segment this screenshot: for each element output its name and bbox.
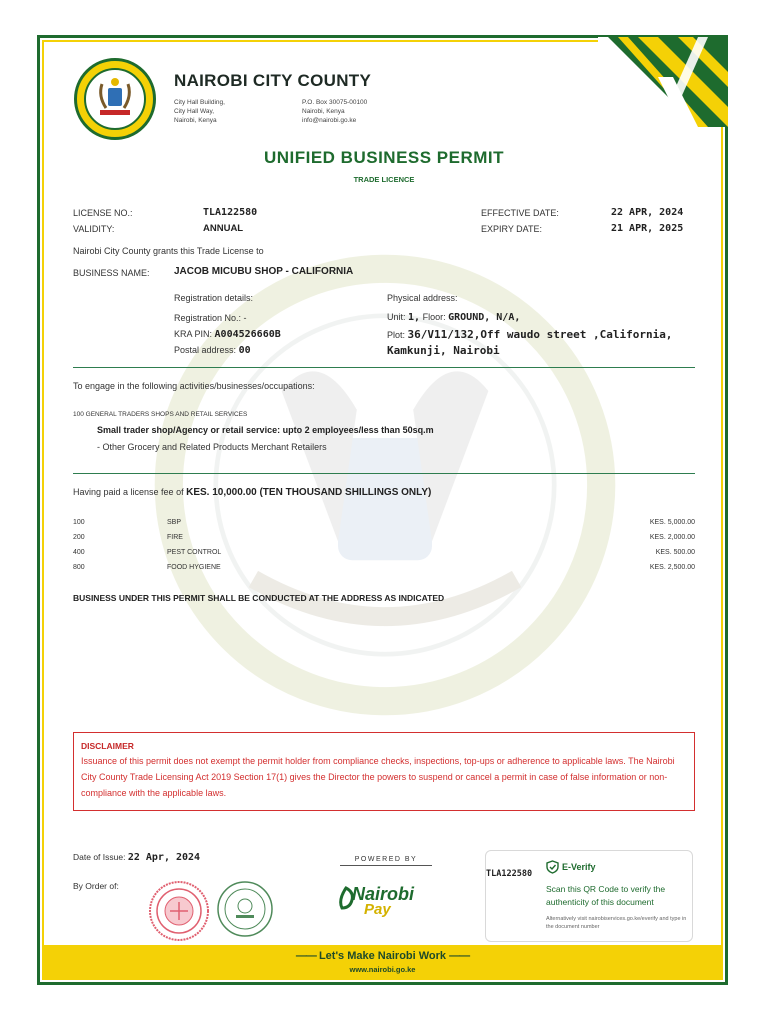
activity-item: Small trader shop/Agency or retail service: upto 2 employees/less than 50sq.m [97,425,434,435]
activity-category: 100 GENERAL TRADERS SHOPS AND RETAIL SERVICES [73,411,248,418]
nairobi-pay-logo: Nairobi Pay [334,882,424,922]
business-name: JACOB MICUBU SHOP - CALIFORNIA [174,266,354,277]
disclaimer-body: Issuance of this permit does not exempt the permit holder from compliance checks, inspections, top-ups or adherence to applicable laws. The Nairobi City County Trade Licensing Act 2019 Section 17(1) gives the Director the powers to suspend or cancel a permit in case of false information or non-compliance with the applicable laws. [81,756,675,798]
address-left: City Hall Building, City Hall Way, Nairobi, Kenya [174,99,225,124]
fee-line: Having paid a license fee of KES. 10,000.00 (TEN THOUSAND SHILLINGS ONLY) [73,487,432,498]
postal-address: Postal address: 00 [174,345,251,356]
effective-date-label: EFFECTIVE DATE: [481,208,559,218]
activity-sub-item: - Other Grocery and Related Products Merchant Retailers [97,442,327,452]
validity: ANNUAL [203,223,244,234]
corner-decoration [598,37,728,127]
license-no-label: LICENSE NO.: [73,208,133,218]
county-logo [74,58,156,140]
registration-no: Registration No.: - [174,313,247,323]
by-order-label: By Order of: [73,881,119,891]
footer-website[interactable]: www.nairobi.go.ke [349,965,416,974]
issue-date: Date of Issue: 22 Apr, 2024 [73,852,201,863]
disclaimer-box [73,732,695,811]
fee-row: 400 PEST CONTROL KES. 500.00 [73,549,695,556]
verify-text: Scan this QR Code to verify the authenticity of this document [546,884,666,907]
verify-small-text: Alternatively visit nairobiservices.go.ke/everify and type in the document number [546,916,687,930]
kra-pin: KRA PIN: A004526660B [174,329,281,340]
address-right: P.O. Box 30075-00100 Nairobi, Kenya info@nairobi.go.ke [302,99,368,124]
fee-row: 100 SBP KES. 5,000.00 [73,519,695,526]
validity-label: VALIDITY: [73,224,115,234]
divider-2 [73,473,695,474]
effective-date: 22 APR, 2024 [611,207,684,218]
physical-address-label: Physical address: [387,293,458,303]
area: Kamkunji, Nairobi [387,344,500,357]
activities-intro: To engage in the following activities/businesses/occupations: [73,381,315,391]
plot: Plot: 36/V11/132,Off waudo street ,California, [387,328,673,341]
director-stamp-green [216,880,274,938]
address-notice: BUSINESS UNDER THIS PERMIT SHALL BE CONDUCTED AT THE ADDRESS AS INDICATED [73,593,445,603]
grant-text: Nairobi City County grants this Trade License to [73,246,264,256]
business-name-label: BUSINESS NAME: [73,268,150,278]
e-verify-box [485,850,693,942]
permit-title: UNIFIED BUSINESS PERMIT [263,148,505,167]
divider-1 [73,367,695,368]
footer-slogan: —— Let's Make Nairobi Work —— [295,950,470,962]
official-stamp-red [148,880,210,942]
expiry-date: 21 APR, 2025 [611,223,684,234]
verify-doc-no: TLA122580 [486,869,533,879]
permit-subtitle: TRADE LICENCE [353,175,415,184]
unit-floor: Unit: 1, Floor: GROUND, N/A, [387,312,521,323]
expiry-date-label: EXPIRY DATE: [481,224,543,234]
shield-check-icon [546,860,559,874]
disclaimer-title: DISCLAIMER [81,741,134,751]
fee-row: 800 FOOD HYGIENE KES. 2,500.00 [73,564,695,571]
powered-by-label: POWERED BY [340,856,432,866]
verify-title: E-Verify [562,862,596,872]
fee-row: 200 FIRE KES. 2,000.00 [73,534,695,541]
license-no: TLA122580 [203,207,258,218]
registration-details-label: Registration details: [174,293,254,303]
footer-bar [42,945,723,980]
org-name: NAIROBI CITY COUNTY [174,71,372,90]
